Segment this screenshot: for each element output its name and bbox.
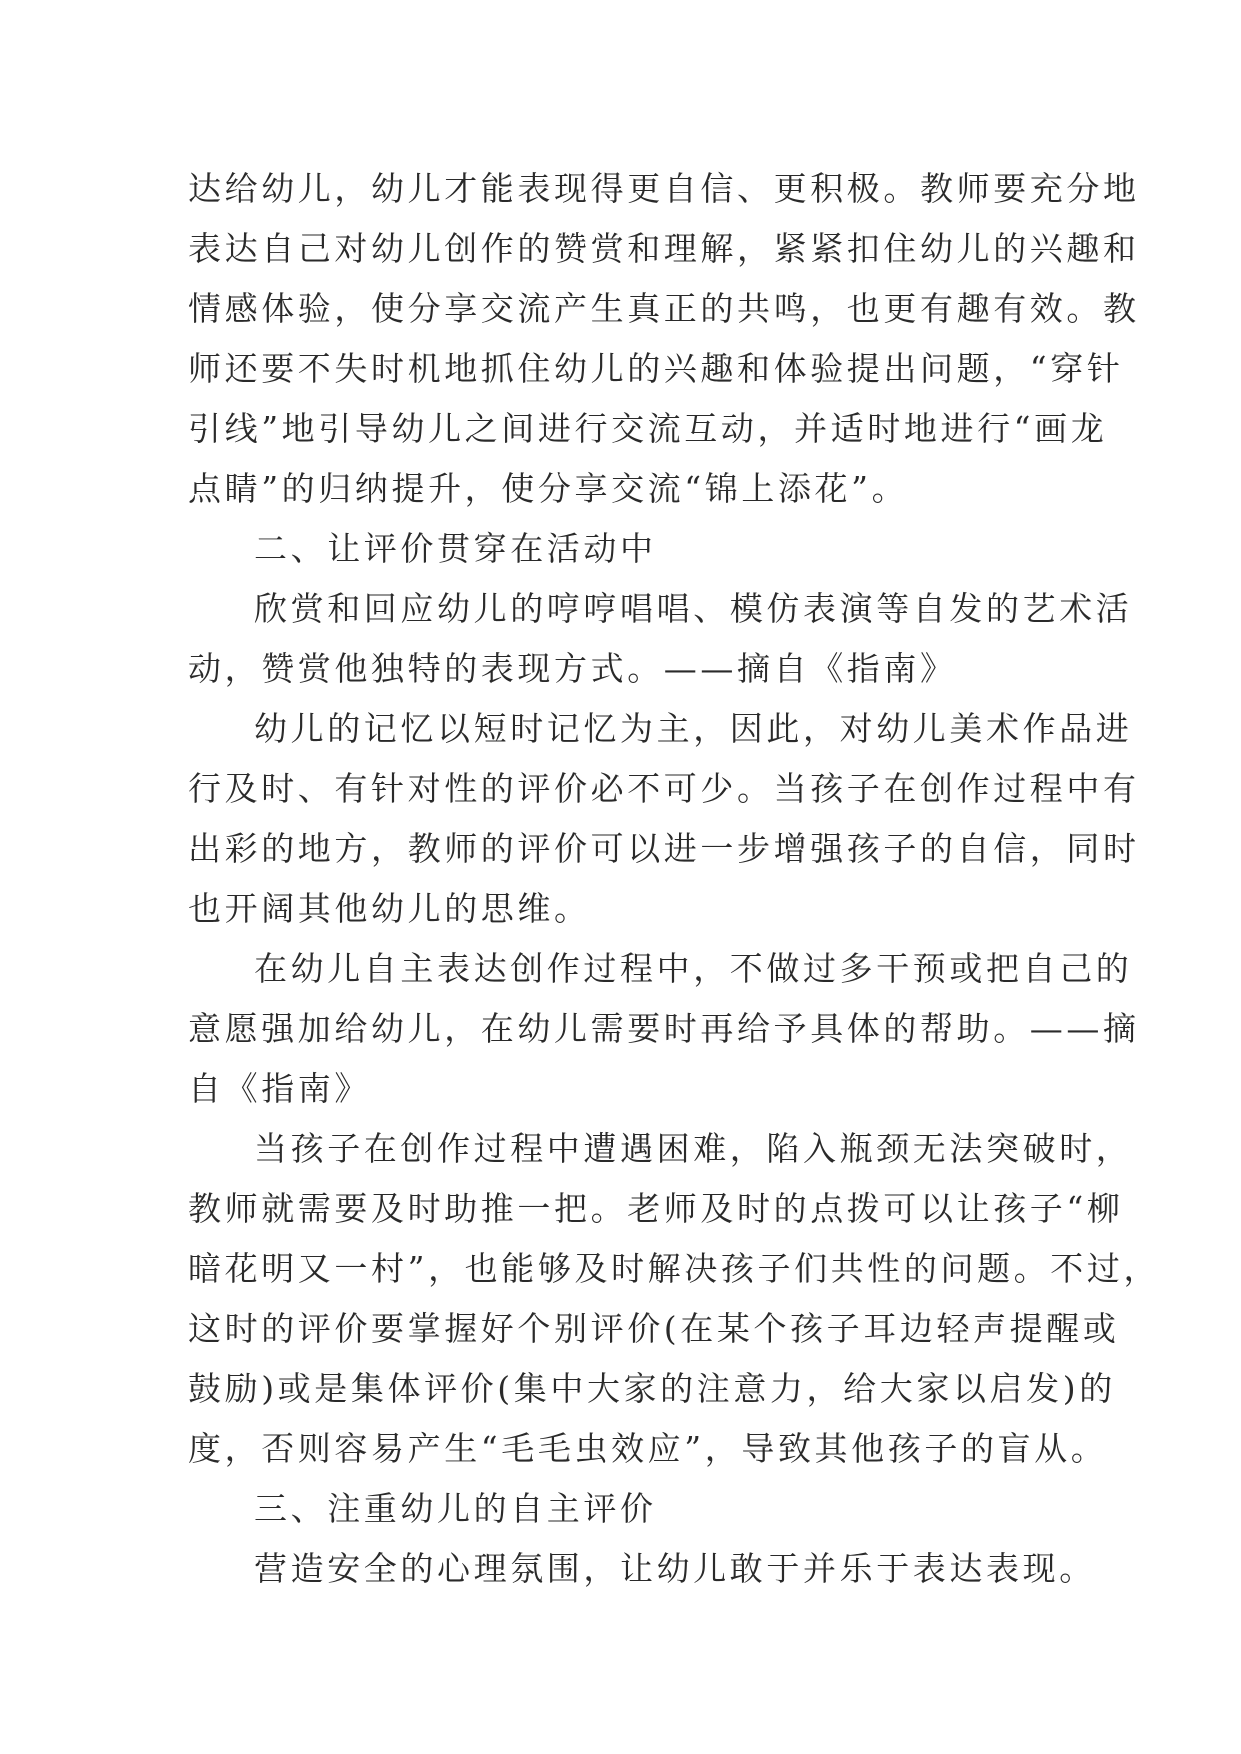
quote-line: 在幼儿自主表达创作过程中，不做过多干预或把自己的	[254, 949, 1133, 988]
text-line: 师还要不失时机地抓住幼儿的兴趣和体验提出问题，“穿针	[188, 349, 1124, 388]
text-line: 出彩的地方，教师的评价可以进一步增强孩子的自信，同时	[188, 829, 1140, 868]
document-body	[188, 159, 1161, 1599]
text-line: 当孩子在创作过程中遭遇困难，陷入瓶颈无法突破时，	[254, 1129, 1133, 1168]
text-line: 行及时、有针对性的评价必不可少。当孩子在创作过程中有	[188, 769, 1140, 808]
section-heading-2: 二、让评价贯穿在活动中	[254, 529, 657, 568]
quote-line: 自《指南》	[188, 1069, 371, 1108]
text-line: 情感体验，使分享交流产生真正的共鸣，也更有趣有效。教	[188, 289, 1140, 328]
quote-line: 意愿强加给幼儿，在幼儿需要时再给予具体的帮助。——摘	[188, 1009, 1140, 1048]
text-line: 鼓励)或是集体评价(集中大家的注意力，给大家以启发)的	[188, 1369, 1116, 1408]
text-line: 也开阔其他幼儿的思维。	[188, 889, 591, 928]
quote-line: 动，赞赏他独特的表现方式。——摘自《指南》	[188, 649, 957, 688]
text-line: 营造安全的心理氛围，让幼儿敢于并乐于表达表现。	[254, 1549, 1096, 1588]
text-line: 暗花明又一村”，也能够及时解决孩子们共性的问题。不过，	[188, 1249, 1161, 1288]
text-line: 幼儿的记忆以短时记忆为主，因此，对幼儿美术作品进	[254, 709, 1133, 748]
text-line: 达给幼儿，幼儿才能表现得更自信、更积极。教师要充分地	[188, 169, 1140, 208]
text-line: 这时的评价要掌握好个别评价(在某个孩子耳边轻声提醒或	[188, 1309, 1120, 1348]
text-line: 教师就需要及时助推一把。老师及时的点拨可以让孩子“柳	[188, 1189, 1124, 1228]
text-line: 度，否则容易产生“毛毛虫效应”，导致其他孩子的盲从。	[188, 1429, 1108, 1468]
section-heading-3: 三、注重幼儿的自主评价	[254, 1489, 657, 1528]
text-line: 点睛”的归纳提升，使分享交流“锦上添花”。	[188, 469, 909, 508]
text-line: 表达自己对幼儿创作的赞赏和理解，紧紧扣住幼儿的兴趣和	[188, 229, 1140, 268]
text-line: 引线”地引导幼儿之间进行交流互动，并适时地进行“画龙	[188, 409, 1108, 448]
quote-line: 欣赏和回应幼儿的哼哼唱唱、模仿表演等自发的艺术活	[254, 589, 1133, 628]
